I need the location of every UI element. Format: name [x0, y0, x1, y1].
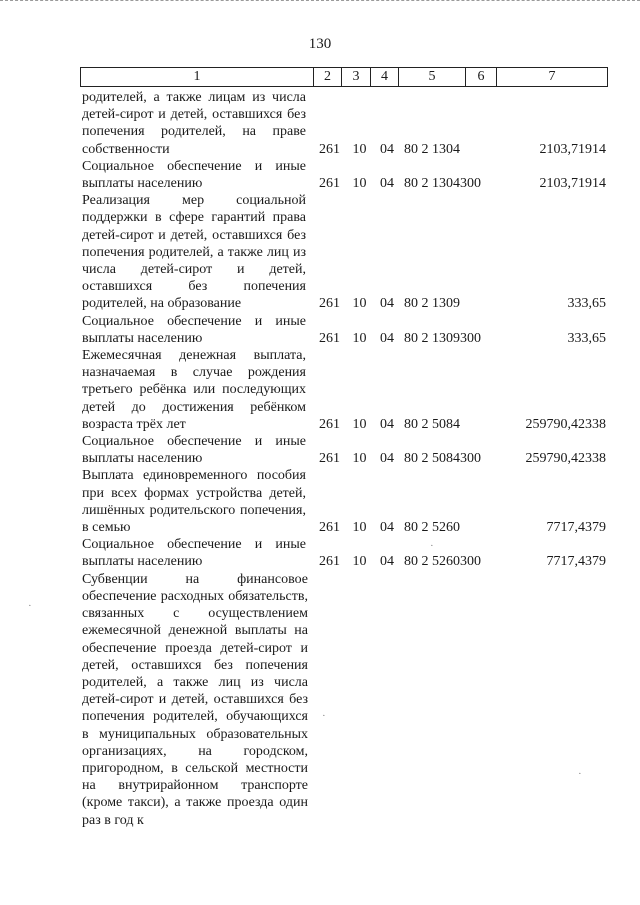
scan-speck: · [578, 768, 582, 780]
cell-col-6: 300 [460, 176, 481, 192]
cell-col-4: 04 [380, 141, 394, 157]
cell-col-3: 10 [352, 520, 367, 536]
cell-col-6 [460, 519, 490, 536]
cell-col-7: 333,65 [567, 330, 606, 346]
cell-col-4: 04 [380, 554, 394, 570]
cell-col-7: 259790,42338 [525, 451, 606, 467]
cell-col-2: 261 [319, 554, 340, 570]
header-col-3: 3 [342, 68, 371, 86]
cell-col-3: 10 [352, 554, 367, 570]
header-col-6: 6 [466, 68, 497, 86]
table-row [82, 571, 606, 829]
cell-col-4: 04 [380, 451, 394, 467]
cell-col-4: 04 [380, 296, 394, 312]
table-row [82, 467, 606, 536]
row-description: Выплата единовременного пособия при всех формах устройства детей, лишённых родительского попечения, в семью [82, 468, 306, 536]
table-row [82, 347, 606, 433]
table-row [82, 89, 606, 158]
cell-col-5: 80 2 5084 [404, 451, 460, 467]
table-row [82, 192, 606, 312]
cell-col-2: 261 [319, 520, 340, 536]
cell-col-4: 04 [380, 176, 394, 192]
cell-col-2: 261 [319, 451, 340, 467]
cell-col-3: 10 [352, 451, 367, 467]
row-description: Субвенции на финансовое обеспечение расходных обязательств, связанных с осуществлением ежемесячной денежной выплаты на обеспечение проезда детей-сирот и детей, оставшихся без попечения родителей, а также лиц из числа детей-сирот и детей, оставшихся без попечения родителей, обучающихся в муниципальных образовательных организациях, на городском, пригородном, в сельской местности на внутрирайонном транспорте (кроме такси), а также проезда один раз в год к [82, 571, 308, 828]
cell-col-7: 7717,4379 [546, 520, 606, 536]
table-row [82, 433, 606, 467]
row-description: родителей, а также лицам из числа детей-сирот и детей, оставшихся без попечения родителей, на праве собственности [82, 90, 306, 157]
cell-col-2: 261 [319, 416, 340, 432]
row-description: Реализация мер социальной поддержки в сфере гарантий права детей-сирот и детей, оставшихся без попечения родителей, а также лиц из числа детей-сирот и детей, оставшихся без попечения родителей, на образование [82, 193, 306, 312]
header-col-2: 2 [314, 68, 342, 86]
table-row [82, 536, 606, 570]
cell-col-3: 10 [352, 330, 367, 346]
cell-col-4: 04 [380, 416, 394, 432]
row-description: Социальное обеспечение и иные выплаты населению [82, 313, 306, 346]
table-body [82, 89, 606, 829]
page-number: 130 [308, 36, 332, 52]
cell-col-3: 10 [352, 416, 367, 432]
cell-col-5: 80 2 5260 [404, 554, 460, 570]
cell-col-3: 10 [352, 296, 367, 312]
row-description: Ежемесячная денежная выплата, назначаемая в случае рождения третьего ребёнка или последующих детей до достижения ребёнком возраста трёх лет [82, 348, 306, 432]
cell-col-7: 333,65 [567, 296, 606, 312]
table-row [82, 313, 606, 347]
cell-col-2: 261 [319, 141, 340, 157]
cell-col-4: 04 [380, 520, 394, 536]
cell-col-6: 300 [460, 330, 481, 346]
cell-col-2: 261 [319, 176, 340, 192]
cell-col-2: 261 [319, 330, 340, 346]
header-col-1: 1 [81, 68, 314, 86]
table-row [82, 158, 606, 192]
row-description: Социальное обеспечение и иные выплаты населению [82, 434, 306, 467]
cell-col-7: 7717,4379 [546, 554, 606, 570]
cell-col-3: 10 [352, 176, 367, 192]
header-col-5: 5 [399, 68, 466, 86]
scan-edge [0, 0, 640, 14]
cell-col-5: 80 2 1309 [404, 296, 460, 312]
scan-speck: · [28, 600, 32, 612]
row-description: Социальное обеспечение и иные выплаты населению [82, 537, 306, 570]
scan-speck: · [430, 540, 434, 552]
table-header-row [80, 67, 608, 87]
row-description: Социальное обеспечение и иные выплаты населению [82, 158, 306, 192]
cell-col-5: 80 2 1304 [404, 176, 460, 192]
header-col-4: 4 [371, 68, 399, 86]
cell-col-2: 261 [319, 296, 340, 312]
cell-col-5: 80 2 1309 [404, 330, 460, 346]
cell-col-6 [460, 141, 490, 158]
cell-col-7: 2103,71914 [539, 141, 606, 157]
cell-col-6 [460, 295, 490, 312]
cell-col-3: 10 [352, 141, 367, 157]
scan-speck: · [322, 710, 326, 722]
cell-col-6: 300 [460, 451, 481, 467]
cell-col-6: 300 [460, 554, 481, 570]
cell-col-7: 2103,71914 [539, 176, 606, 192]
cell-col-7: 259790,42338 [525, 416, 606, 432]
cell-col-6 [460, 416, 490, 433]
header-col-7: 7 [548, 69, 556, 84]
cell-col-5: 80 2 5084 [404, 416, 460, 432]
cell-col-4: 04 [380, 330, 394, 346]
cell-col-5: 80 2 5260 [404, 520, 460, 536]
cell-col-5: 80 2 1304 [404, 141, 460, 157]
